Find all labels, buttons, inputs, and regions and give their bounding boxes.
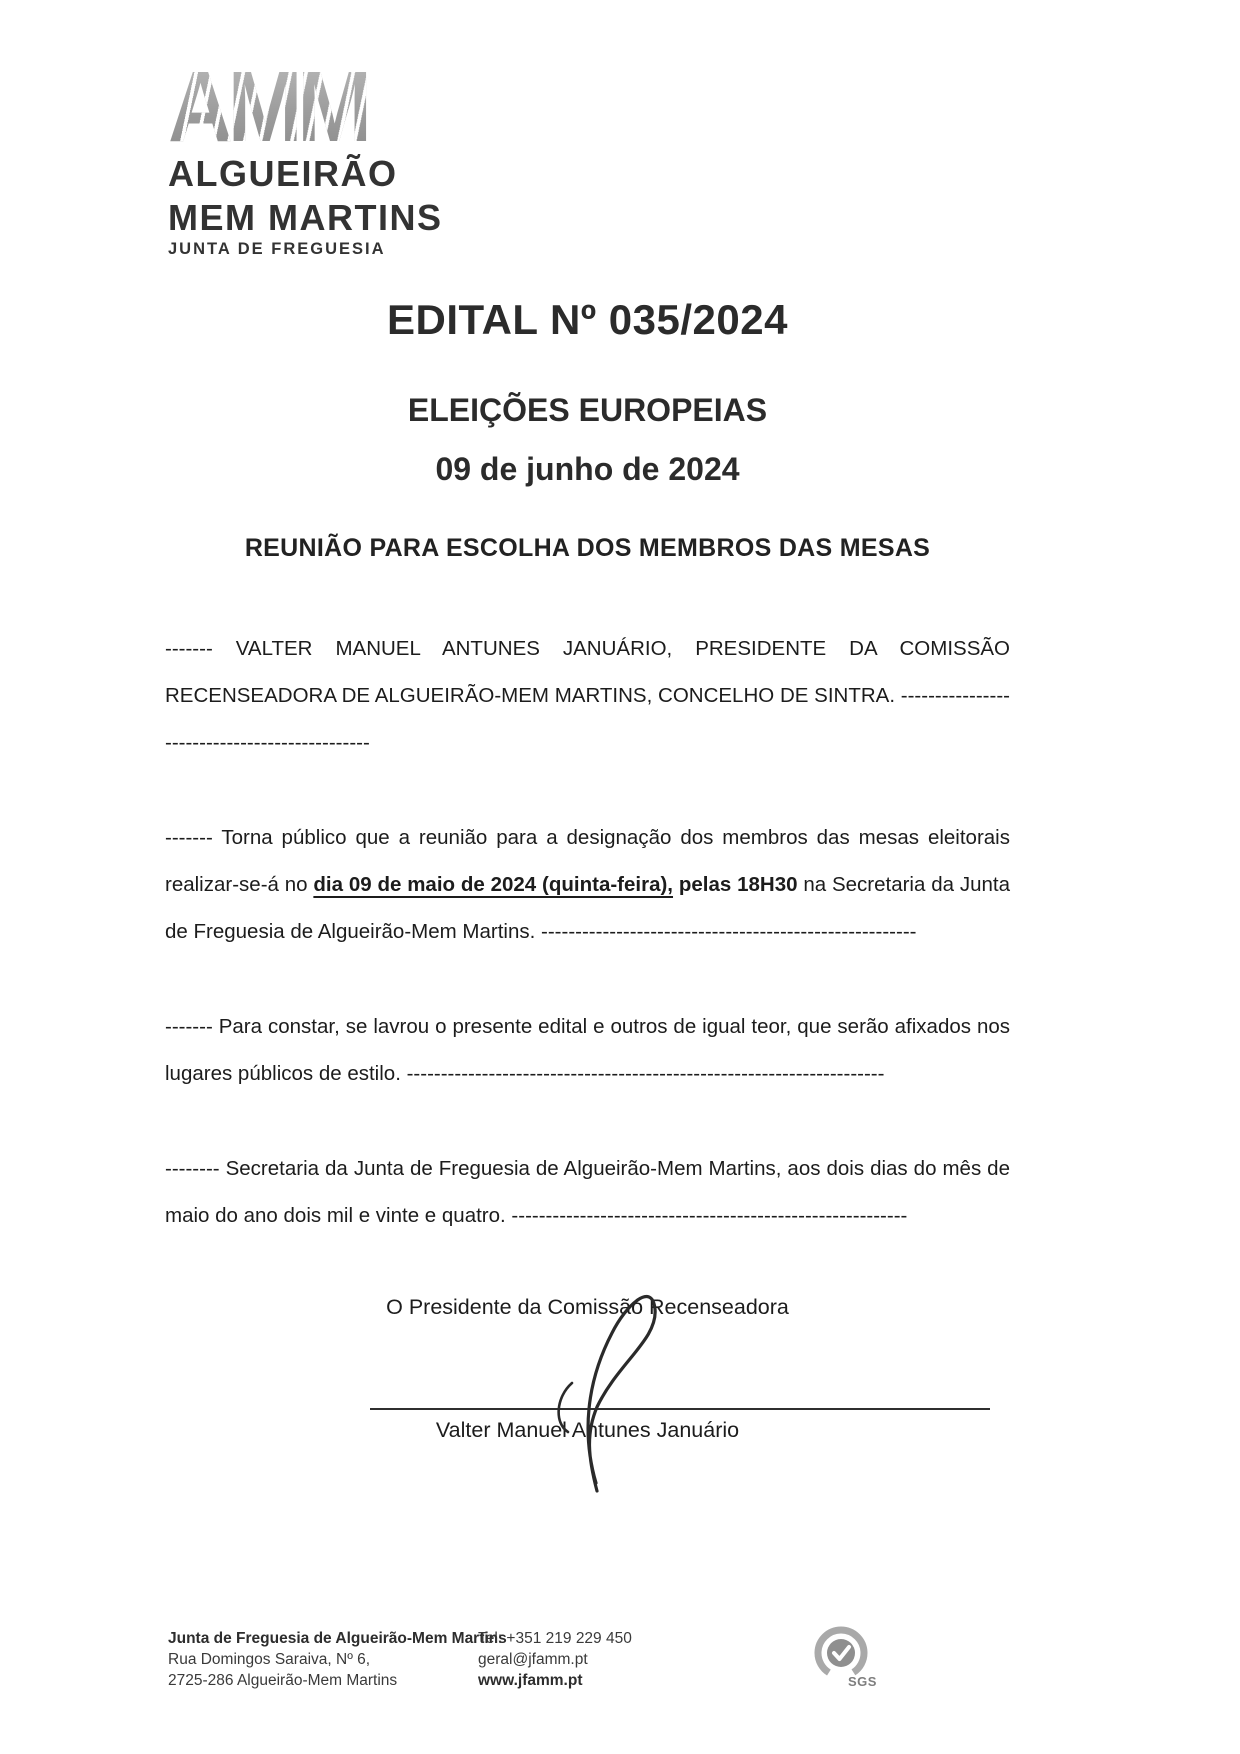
paragraph-segment: ------- Torna público que a reunião para a designação dos membros das mesas eleitorais realizar-se-á no — [165, 826, 1010, 896]
paragraph-torna-publico — [165, 814, 1010, 955]
footer-address-block — [168, 1628, 507, 1691]
footer-org-name: Junta de Freguesia de Algueirão-Mem Martins — [168, 1630, 507, 1647]
sgs-badge-icon — [808, 1622, 878, 1706]
sgs-certification-badge — [808, 1622, 878, 1706]
amm-monogram-logo: AMM — [168, 66, 415, 148]
signature-line — [370, 1408, 990, 1410]
paragraph-para-constar: ------- Para constar, se lavrou o presente edital e outros de igual teor, que serão afixados nos lugares públicos de estilo. ---------------------------------------------------------------------- — [165, 1015, 1010, 1085]
footer-address-line2: 2725-286 Algueirão-Mem Martins — [168, 1672, 398, 1689]
paragraph-segment: na Secretaria da Junta de Freguesia de Algueirão-Mem Martins. ------------------------------------------------------- — [165, 873, 1010, 943]
logo-name-line2: MEM MARTINS — [168, 197, 443, 238]
footer-email: geral@jfamm.pt — [478, 1651, 588, 1668]
body-text — [165, 625, 1010, 1239]
elections-subtitle: ELEIÇÕES EUROPEIAS — [407, 392, 768, 428]
section-heading: REUNIÃO PARA ESCOLHA DOS MEMBROS DAS MESAS — [244, 534, 931, 562]
paragraph-segment-meeting-time: pelas 18H30 — [673, 873, 798, 896]
logo-name-line1: ALGUEIRÃO — [168, 153, 398, 194]
election-date: 09 de junho de 2024 — [435, 451, 740, 487]
footer-contact-block — [478, 1628, 632, 1691]
paragraph-segment-meeting-date: dia 09 de maio de 2024 (quinta-feira), — [313, 873, 674, 896]
parish-logo — [168, 51, 443, 259]
edital-title: EDITAL Nº 035/2024 — [387, 296, 788, 343]
footer-address-line1: Rua Domingos Saraiva, Nº 6, — [168, 1651, 371, 1668]
signature-block — [165, 1295, 1010, 1443]
paragraph-secretaria: -------- Secretaria da Junta de Freguesia de Algueirão-Mem Martins, aos dois dias do mês de maio do ano dois mil e vinte e quatro. ---------------------------------------------------------- — [165, 1157, 1010, 1227]
signatory-name: Valter Manuel Antunes Januário — [435, 1418, 740, 1442]
footer-website: www.jfamm.pt — [478, 1672, 583, 1689]
logo-subtitle: JUNTA DE FREGUESIA — [168, 240, 386, 258]
footer-phone: Tel: +351 219 229 450 — [478, 1630, 632, 1647]
sgs-badge-label: SGS — [848, 1674, 877, 1689]
paragraph-presidente: ------- VALTER MANUEL ANTUNES JANUÁRIO, PRESIDENTE DA COMISSÃO RECENSEADORA DE ALGUEIRÃO-MEM MARTINS, CONCELHO DE SINTRA. ---------------------------------------------- — [165, 637, 1010, 754]
footer — [0, 1622, 1240, 1732]
signature-role: O Presidente da Comissão Recenseadora — [386, 1295, 789, 1319]
